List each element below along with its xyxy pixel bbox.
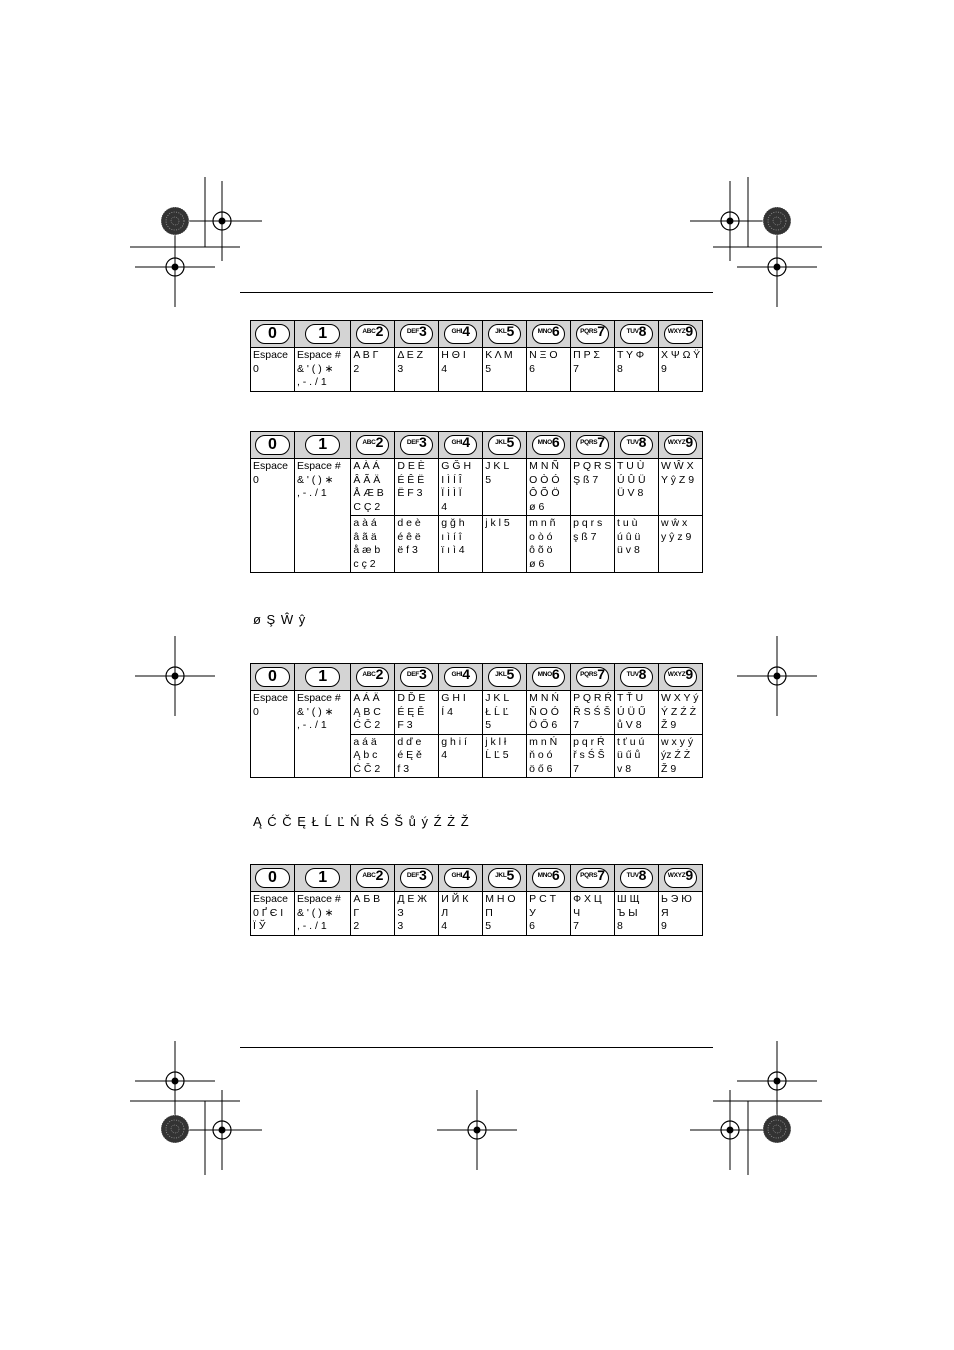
- char-cell: Κ Λ Μ 5: [483, 348, 527, 392]
- key-digit: 5: [506, 323, 515, 339]
- char-cell: J K L Ł Ĺ Ľ 5: [483, 691, 527, 735]
- char-cell: M N Ń Ň O Ó Ö Ő 6: [527, 691, 571, 735]
- key-header-cell: [658, 321, 702, 348]
- char-cell: Espace # & ' ( ) ∗ , - . / 1: [294, 459, 350, 573]
- crosshair-icon: [135, 1041, 215, 1121]
- key-header-cell: [615, 321, 659, 348]
- keypad-key-7-icon: [576, 868, 609, 888]
- char-cell: Д Е Ж З 3: [395, 892, 439, 936]
- key-header-cell: [571, 664, 615, 691]
- key-header-cell: [439, 321, 483, 348]
- key-header-cell: [294, 321, 350, 348]
- key-digit: 6: [551, 867, 560, 883]
- char-cell: w x y ý ýz Ź Ż Ž 9: [658, 734, 702, 778]
- bottom-rule: [240, 1047, 713, 1048]
- char-cell: P Q R Ŕ Ř S Ś Š 7: [571, 691, 615, 735]
- crosshair-icon: [437, 1090, 517, 1170]
- keypad-key-6-icon: [532, 324, 565, 344]
- key-digit: 0: [268, 436, 277, 453]
- char-cell: d ď e é Ę ě f 3: [395, 734, 439, 778]
- key-digit: 9: [685, 666, 694, 682]
- crosshair-icon: [182, 1090, 262, 1170]
- keypad-key-3-icon: [400, 324, 433, 344]
- keypad-key-1-icon: [305, 868, 340, 888]
- char-cell: w ŵ x y ŷ z 9: [658, 516, 702, 573]
- char-cell: p q r Ŕ ř s Ś Š 7: [571, 734, 615, 778]
- keypad-key-9-icon: [664, 868, 697, 888]
- char-cell: Ν Ξ Ο 6: [527, 348, 571, 392]
- keypad-key-3-icon: [400, 435, 433, 455]
- key-letters: GHI: [451, 439, 463, 446]
- char-cell: W X Y ý Ý Z Ź Ż Ž 9: [658, 691, 702, 735]
- color-rosette-icon: [763, 207, 791, 235]
- key-letters: JKL: [495, 872, 507, 879]
- key-digit: 8: [638, 867, 647, 883]
- char-cell: Τ Υ Φ 8: [615, 348, 659, 392]
- key-letters: PQRS: [580, 872, 598, 879]
- char-cell: W Ŵ X Y ŷ Z 9: [658, 459, 702, 516]
- keypad-key-1-icon: [305, 667, 340, 687]
- char-cell: Espace # & ' ( ) ∗ , - . / 1: [294, 348, 350, 392]
- key-letters: DEF: [406, 671, 419, 678]
- char-cell: t ť u ú ü ű ů v 8: [615, 734, 659, 778]
- char-cell: G H I Í 4: [439, 691, 483, 735]
- char-cell: g ğ h ı ì í î ï ı ì 4: [439, 516, 483, 573]
- key-header-cell: [351, 321, 395, 348]
- keypad-key-6-icon: [532, 435, 565, 455]
- special-chars-note: Ą Ć Č Ę Ł Ĺ Ľ Ń Ŕ Ś Š ů ý Ź Ż Ž: [253, 814, 470, 829]
- keypad-key-8-icon: [620, 868, 653, 888]
- char-cell: Espace 0: [251, 459, 295, 573]
- char-cell: Δ Ε Ζ 3: [395, 348, 439, 392]
- keypad-key-7-icon: [576, 435, 609, 455]
- key-digit: 7: [597, 323, 606, 339]
- key-digit: 2: [375, 867, 384, 883]
- keypad-key-5-icon: [488, 868, 521, 888]
- keypad-key-4-icon: [444, 868, 477, 888]
- table-row: [251, 348, 703, 392]
- crosshair-icon: [690, 181, 770, 261]
- keypad-key-4-icon: [444, 667, 477, 687]
- key-letters: ABC: [362, 439, 376, 446]
- key-letters: TUV: [626, 872, 639, 879]
- key-header-cell: [527, 321, 571, 348]
- key-letters: DEF: [406, 872, 419, 879]
- keypad-key-4-icon: [444, 324, 477, 344]
- key-digit: 1: [318, 325, 328, 342]
- crosshair-icon: [737, 1041, 817, 1121]
- key-letters: WXYZ: [667, 439, 686, 446]
- key-digit: 4: [462, 434, 470, 450]
- char-cell: G Ğ H I Ì Í Î Ï İ Ì Ï 4: [439, 459, 483, 516]
- keypad-key-6-icon: [532, 868, 565, 888]
- char-cell: a à á â ã ä å æ b c ç 2: [351, 516, 395, 573]
- char-cell: Espace # & ' ( ) ∗ , - . / 1: [294, 691, 350, 778]
- key-header-cell: [615, 432, 659, 459]
- key-letters: PQRS: [580, 439, 598, 446]
- key-digit: 6: [551, 323, 560, 339]
- char-cell: D E È É Ê Ë Ë F 3: [395, 459, 439, 516]
- key-digit: 1: [318, 869, 328, 886]
- key-digit: 6: [551, 666, 560, 682]
- char-cell: И Й К Л 4: [439, 892, 483, 936]
- keypad-key-8-icon: [620, 324, 653, 344]
- key-digit: 5: [506, 666, 515, 682]
- char-cell: Ш Щ Ъ Ы 8: [615, 892, 659, 936]
- key-digit: 4: [462, 867, 470, 883]
- key-header-cell: [251, 664, 295, 691]
- table-row: [251, 459, 703, 516]
- key-header-cell: [658, 432, 702, 459]
- key-header-cell: [615, 664, 659, 691]
- key-header-cell: [251, 321, 295, 348]
- keypad-key-0-icon: [255, 868, 290, 888]
- key-header-cell: [658, 664, 702, 691]
- key-letters: ABC: [362, 872, 376, 879]
- keypad-key-9-icon: [664, 667, 697, 687]
- key-header-cell: [527, 865, 571, 892]
- char-cell: T Ť U Ú Ü Ű ů V 8: [615, 691, 659, 735]
- key-letters: JKL: [495, 328, 507, 335]
- key-letters: MNO: [537, 671, 552, 678]
- key-digit: 5: [506, 867, 515, 883]
- char-cell: t u ù ú û ü ü v 8: [615, 516, 659, 573]
- character-table-western: [250, 431, 703, 573]
- keypad-key-9-icon: [664, 324, 697, 344]
- key-digit: 7: [597, 666, 606, 682]
- key-letters: GHI: [451, 872, 463, 879]
- key-digit: 1: [318, 436, 328, 453]
- keypad-key-0-icon: [255, 324, 290, 344]
- key-letters: ABC: [362, 328, 376, 335]
- key-letters: WXYZ: [667, 671, 686, 678]
- key-header-cell: [483, 321, 527, 348]
- keypad-key-1-icon: [305, 435, 340, 455]
- key-letters: MNO: [537, 439, 552, 446]
- key-header-cell: [571, 321, 615, 348]
- char-cell: Ь Э Ю Я 9: [658, 892, 702, 936]
- keypad-key-3-icon: [400, 868, 433, 888]
- key-digit: 4: [462, 323, 470, 339]
- key-digit: 7: [597, 434, 606, 450]
- key-digit: 3: [418, 434, 427, 450]
- char-cell: M N Ñ O Ò Ó Ô Õ Ö ø 6: [527, 459, 571, 516]
- char-cell: D Ď E É Ę Ě F 3: [395, 691, 439, 735]
- char-cell: Π Ρ Σ 7: [571, 348, 615, 392]
- keypad-key-7-icon: [576, 324, 609, 344]
- keypad-key-0-icon: [255, 667, 290, 687]
- color-rosette-icon: [161, 1115, 189, 1143]
- char-cell: Espace 0 Ґ Є І Ї Ў: [251, 892, 295, 936]
- char-cell: P Q R S Ş ß 7: [571, 459, 615, 516]
- char-cell: Α Β Γ 2: [351, 348, 395, 392]
- char-cell: m n Ń ň o ó ö ő 6: [527, 734, 571, 778]
- key-header-cell: [527, 432, 571, 459]
- key-header-cell: [439, 664, 483, 691]
- key-header-cell: [527, 664, 571, 691]
- keypad-key-0-icon: [255, 435, 290, 455]
- char-cell: g h i í 4: [439, 734, 483, 778]
- char-cell: Η Θ Ι 4: [439, 348, 483, 392]
- key-header-cell: [439, 865, 483, 892]
- color-rosette-icon: [763, 1115, 791, 1143]
- crosshair-icon: [737, 227, 817, 307]
- key-header-cell: [395, 865, 439, 892]
- crosshair-icon: [135, 227, 215, 307]
- keypad-key-2-icon: [356, 667, 389, 687]
- key-header-cell: [395, 321, 439, 348]
- char-cell: m n ñ o ò ó ô õ ö ø 6: [527, 516, 571, 573]
- crosshair-icon: [737, 636, 817, 716]
- key-header-cell: [615, 865, 659, 892]
- key-digit: 2: [375, 434, 384, 450]
- key-letters: JKL: [495, 671, 507, 678]
- keypad-key-9-icon: [664, 435, 697, 455]
- key-header-cell: [294, 664, 350, 691]
- key-header-cell: [351, 664, 395, 691]
- keypad-key-1-icon: [305, 324, 340, 344]
- special-chars-note: ø Ş Ŵ ŷ: [253, 612, 307, 627]
- key-header-cell: [251, 432, 295, 459]
- keypad-key-2-icon: [356, 868, 389, 888]
- crosshair-icon: [182, 181, 262, 261]
- key-letters: GHI: [451, 671, 463, 678]
- key-letters: TUV: [626, 439, 639, 446]
- key-digit: 7: [597, 867, 606, 883]
- table-row: [251, 691, 703, 735]
- crosshair-icon: [690, 1090, 770, 1170]
- character-table-cyrillic: [250, 864, 703, 936]
- table-row: [251, 892, 703, 936]
- keypad-key-3-icon: [400, 667, 433, 687]
- key-header-cell: [294, 865, 350, 892]
- key-digit: 9: [685, 323, 694, 339]
- char-cell: А Б В Г 2: [351, 892, 395, 936]
- key-letters: GHI: [451, 328, 463, 335]
- key-letters: WXYZ: [667, 872, 686, 879]
- char-cell: Espace 0: [251, 348, 295, 392]
- key-digit: 0: [268, 668, 277, 685]
- char-cell: Espace 0: [251, 691, 295, 778]
- char-cell: j k l ł Ĺ Ľ 5: [483, 734, 527, 778]
- char-cell: Χ Ψ Ω Ϋ 9: [658, 348, 702, 392]
- keypad-key-5-icon: [488, 435, 521, 455]
- char-cell: J K L 5: [483, 459, 527, 516]
- keypad-key-8-icon: [620, 667, 653, 687]
- key-letters: PQRS: [580, 671, 598, 678]
- char-cell: a á ä Ą b c Ć Č 2: [351, 734, 395, 778]
- key-header-cell: [483, 432, 527, 459]
- character-table-central-european: [250, 663, 703, 778]
- key-header-cell: [658, 865, 702, 892]
- key-digit: 3: [418, 867, 427, 883]
- key-header-cell: [439, 432, 483, 459]
- key-letters: DEF: [406, 328, 419, 335]
- key-digit: 4: [462, 666, 470, 682]
- key-header-cell: [251, 865, 295, 892]
- char-cell: p q r s ş ß 7: [571, 516, 615, 573]
- keypad-key-5-icon: [488, 667, 521, 687]
- key-digit: 9: [685, 434, 694, 450]
- keypad-key-8-icon: [620, 435, 653, 455]
- char-cell: Ф Х Ц Ч 7: [571, 892, 615, 936]
- character-table-greek: [250, 320, 703, 392]
- top-rule: [240, 292, 713, 293]
- key-letters: PQRS: [580, 328, 598, 335]
- key-digit: 6: [551, 434, 560, 450]
- key-header-cell: [351, 432, 395, 459]
- char-cell: d e è é ê ë ë f 3: [395, 516, 439, 573]
- key-letters: DEF: [406, 439, 419, 446]
- char-cell: Р С Т У 6: [527, 892, 571, 936]
- key-header-cell: [571, 865, 615, 892]
- key-header-cell: [351, 865, 395, 892]
- char-cell: Espace # & ' ( ) ∗ , - . / 1: [294, 892, 350, 936]
- keypad-key-5-icon: [488, 324, 521, 344]
- key-digit: 2: [375, 323, 384, 339]
- key-digit: 3: [418, 666, 427, 682]
- key-header-cell: [294, 432, 350, 459]
- key-digit: 0: [268, 325, 277, 342]
- keypad-key-4-icon: [444, 435, 477, 455]
- crosshair-icon: [135, 636, 215, 716]
- key-letters: WXYZ: [667, 328, 686, 335]
- key-header-cell: [395, 664, 439, 691]
- key-letters: MNO: [537, 328, 552, 335]
- keypad-key-2-icon: [356, 324, 389, 344]
- char-cell: j k l 5: [483, 516, 527, 573]
- key-header-cell: [571, 432, 615, 459]
- key-header-cell: [483, 865, 527, 892]
- key-digit: 1: [318, 668, 328, 685]
- key-digit: 5: [506, 434, 515, 450]
- key-header-cell: [395, 432, 439, 459]
- key-letters: TUV: [626, 328, 639, 335]
- key-digit: 8: [638, 323, 647, 339]
- key-letters: TUV: [626, 671, 639, 678]
- char-cell: A À Á Â Ã Ä Å Æ B C Ç 2: [351, 459, 395, 516]
- key-digit: 2: [375, 666, 384, 682]
- char-cell: T U Ù Ú Û Ü Ü V 8: [615, 459, 659, 516]
- char-cell: М Н О П 5: [483, 892, 527, 936]
- key-letters: MNO: [537, 872, 552, 879]
- key-header-cell: [483, 664, 527, 691]
- keypad-key-7-icon: [576, 667, 609, 687]
- keypad-key-6-icon: [532, 667, 565, 687]
- keypad-key-2-icon: [356, 435, 389, 455]
- key-digit: 8: [638, 434, 647, 450]
- key-digit: 3: [418, 323, 427, 339]
- key-letters: JKL: [495, 439, 507, 446]
- key-digit: 9: [685, 867, 694, 883]
- key-digit: 8: [638, 666, 647, 682]
- color-rosette-icon: [161, 207, 189, 235]
- key-digit: 0: [268, 869, 277, 886]
- char-cell: A Á Ä Ą B C Ć Č 2: [351, 691, 395, 735]
- key-letters: ABC: [362, 671, 376, 678]
